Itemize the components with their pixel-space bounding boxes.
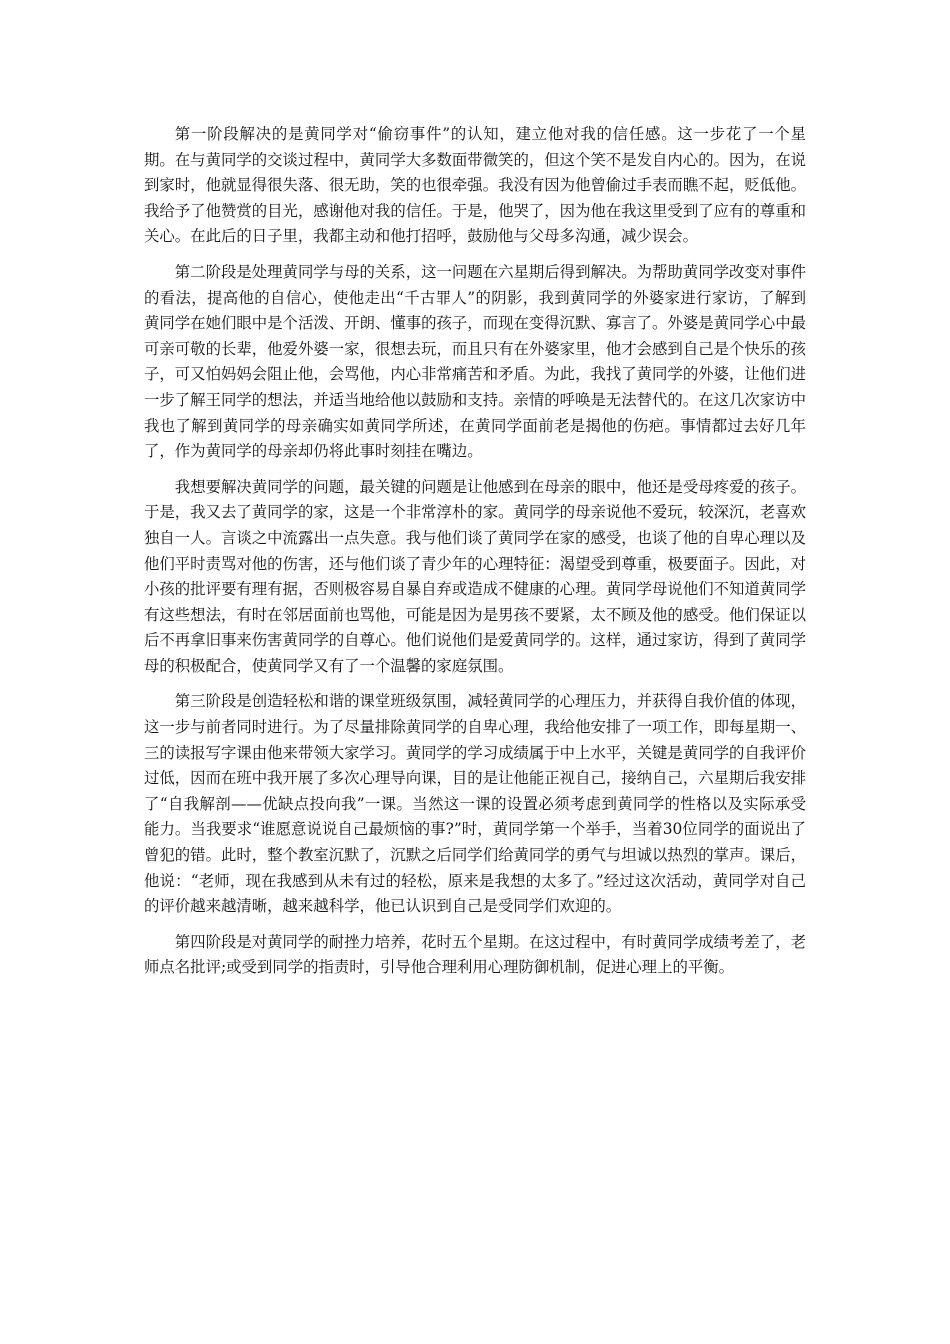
document-body (144, 122, 806, 991)
paragraph-stage-two: 第二阶段是处理黄同学与母的关系，这一问题在六星期后得到解决。为帮助黄同学改变对事件的看法，提高他的自信心，使他走出“千古罪人”的阴影，我到黄同学的外婆家进行家访，了解到黄同学在她们眼中是个活泼、开朗、懂事的孩子，而现在变得沉默、寡言了。外婆是黄同学心中最可亲可敬的长辈，他爱外婆一家，很想去玩，而且只有在外婆家里，他才会感到自己是个快乐的孩子，可又怕妈妈会阻止他，会骂他，内心非常痛苦和矛盾。为此，我找了黄同学的外婆，让他们进一步了解王同学的想法，并适当地给他以鼓励和支持。亲情的呼唤是无法替代的。在这几次家访中我也了解到黄同学的母亲确实如黄同学所述，在黄同学面前老是揭他的伤疤。事情都过去好几年了，作为黄同学的母亲却仍将此事时刻挂在嘴边。 (144, 262, 806, 461)
paragraph-stage-one: 第一阶段解决的是黄同学对“偷窃事件”的认知，建立他对我的信任感。这一步花了一个星期。在与黄同学的交谈过程中，黄同学大多数面带微笑的，但这个笑不是发自内心的。因为，在说到家时，他就显得很失落、很无助，笑的也很牵强。我没有因为他曾偷过手表而瞧不起，贬低他。我给予了他赞赏的目光，感谢他对我的信任。于是，他哭了，因为他在我这里受到了应有的尊重和关心。在此后的日子里，我都主动和他打招呼，鼓励他与父母多沟通，减少误会。 (144, 125, 806, 246)
paragraph-home-visit: 我想要解决黄同学的问题，最关键的问题是让他感到在母亲的眼中，他还是受母疼爱的孩子。于是，我又去了黄同学的家，这是一个非常淳朴的家。黄同学的母亲说他不爱玩，较深沉，老喜欢独自一人。言谈之中流露出一点失意。我与他们谈了黄同学在家的感受，也谈了他的自卑心理以及他们平时责骂对他的伤害，还与他们谈了青少年的心理特征：渴望受到尊重，极要面子。因此，对小孩的批评要有理有据，否则极容易自暴自弃或造成不健康的心理。黄同学母说他们不知道黄同学有这些想法，有时在邻居面前也骂他，可能是因为是男孩不要紧，太不顾及他的感受。他们保证以后不再拿旧事来伤害黄同学的自尊心。他们说他们是爱黄同学的。这样，通过家访，得到了黄同学母的积极配合，使黄同学又有了一个温馨的家庭氛围。 (144, 477, 806, 675)
paragraph-stage-four: 第四阶段是对黄同学的耐挫力培养，花时五个星期。在这过程中，有时黄同学成绩考差了，老师点名批评;或受到同学的指责时，引导他合理利用心理防御机制，促进心理上的平衡。 (144, 932, 806, 977)
paragraph-stage-three: 第三阶段是创造轻松和谐的课堂班级氛围，减轻黄同学的心理压力，并获得自我价值的体现，这一步与前者同时进行。为了尽量排除黄同学的自卑心理，我给他安排了一项工作，即每星期一、三的读报写字课由他来带领大家学习。黄同学的学习成绩属于中上水平，关键是黄同学的自我评价过低，因而在班中我开展了多次心理导向课，目的是让他能正视自己，接纳自己，六星期后我安排了“自我解剖——优缺点投向我”一课。当然这一课的设置必须考虑到黄同学的性格以及实际承受能力。当我要求“谁愿意说说自己最烦恼的事?”时，黄同学第一个举手，当着30位同学的面说出了曾犯的错。此时，整个教室沉默了，沉默之后同学们给黄同学的勇气与坦诚以热烈的掌声。课后，他说：“老师，现在我感到从未有过的轻松，原来是我想的太多了。”经过这次活动，黄同学对自己的评价越来越清晰，越来越科学，他已认识到自己是受同学们欢迎的。 (144, 692, 806, 916)
